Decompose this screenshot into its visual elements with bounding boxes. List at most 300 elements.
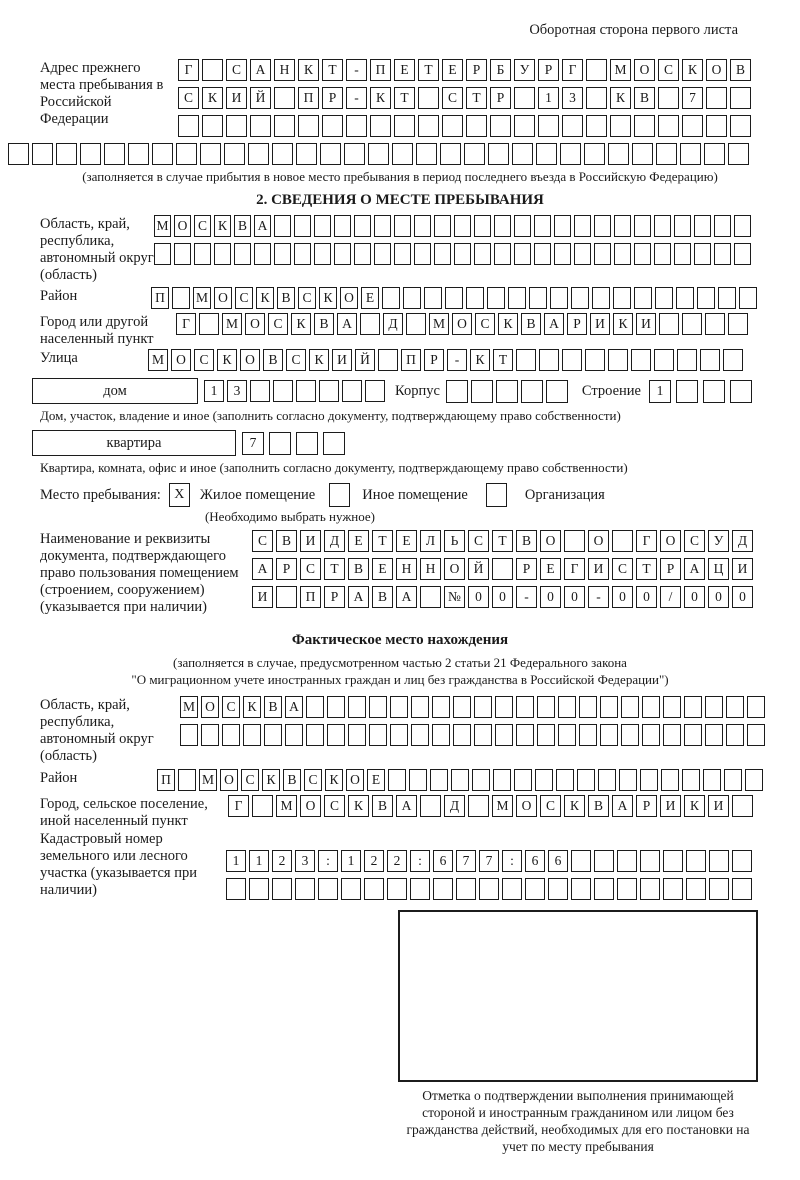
char-cell[interactable]: И — [300, 530, 321, 552]
char-cell[interactable] — [730, 380, 752, 403]
char-cell[interactable]: Т — [372, 530, 393, 552]
char-cell[interactable]: А — [348, 586, 369, 608]
char-cell[interactable]: / — [660, 586, 681, 608]
char-cell[interactable] — [600, 724, 618, 746]
char-cell[interactable]: В — [277, 287, 295, 309]
char-cell[interactable] — [674, 243, 691, 265]
char-cell[interactable] — [614, 243, 631, 265]
char-cell[interactable] — [493, 769, 511, 791]
char-cell[interactable] — [176, 143, 197, 165]
char-cell[interactable] — [314, 215, 331, 237]
char-cell[interactable] — [538, 115, 559, 137]
char-cell[interactable] — [514, 769, 532, 791]
char-cell[interactable] — [434, 243, 451, 265]
char-cell[interactable]: С — [268, 313, 288, 335]
char-cell[interactable] — [584, 143, 605, 165]
char-cell[interactable] — [466, 287, 484, 309]
char-cell[interactable] — [514, 215, 531, 237]
char-cell[interactable] — [344, 143, 365, 165]
char-cell[interactable] — [655, 287, 673, 309]
char-cell[interactable]: О — [201, 696, 219, 718]
char-cell[interactable]: Й — [468, 558, 489, 580]
char-cell[interactable]: № — [444, 586, 465, 608]
char-cell[interactable] — [152, 143, 173, 165]
char-cell[interactable]: П — [401, 349, 421, 371]
char-cell[interactable]: Т — [636, 558, 657, 580]
char-cell[interactable]: С — [300, 558, 321, 580]
char-cell[interactable] — [394, 243, 411, 265]
char-cell[interactable]: К — [217, 349, 237, 371]
char-cell[interactable] — [446, 380, 468, 403]
char-cell[interactable] — [514, 115, 535, 137]
char-cell[interactable]: В — [634, 87, 655, 109]
char-cell[interactable]: : — [410, 850, 430, 872]
char-cell[interactable] — [608, 143, 629, 165]
char-cell[interactable] — [496, 380, 518, 403]
char-cell[interactable] — [474, 243, 491, 265]
char-cell[interactable] — [747, 696, 765, 718]
char-cell[interactable] — [172, 287, 190, 309]
char-cell[interactable] — [434, 215, 451, 237]
char-cell[interactable]: О — [516, 795, 537, 817]
char-cell[interactable] — [534, 243, 551, 265]
char-cell[interactable]: Р — [516, 558, 537, 580]
char-cell[interactable]: 3 — [227, 380, 247, 402]
char-cell[interactable]: И — [660, 795, 681, 817]
char-cell[interactable]: 1 — [538, 87, 559, 109]
char-cell[interactable]: К — [470, 349, 490, 371]
char-cell[interactable]: Г — [176, 313, 196, 335]
char-cell[interactable] — [703, 769, 721, 791]
char-cell[interactable]: О — [588, 530, 609, 552]
char-cell[interactable] — [370, 115, 391, 137]
char-cell[interactable]: Д — [444, 795, 465, 817]
char-cell[interactable]: О — [340, 287, 358, 309]
char-cell[interactable] — [403, 287, 421, 309]
char-cell[interactable] — [56, 143, 77, 165]
char-cell[interactable]: 0 — [684, 586, 705, 608]
char-cell[interactable] — [613, 287, 631, 309]
char-cell[interactable] — [617, 878, 637, 900]
char-cell[interactable]: Ц — [708, 558, 729, 580]
char-cell[interactable] — [128, 143, 149, 165]
char-cell[interactable] — [174, 243, 191, 265]
char-cell[interactable] — [562, 349, 582, 371]
char-cell[interactable]: С — [475, 313, 495, 335]
char-cell[interactable]: А — [544, 313, 564, 335]
char-cell[interactable] — [451, 769, 469, 791]
char-cell[interactable]: М — [180, 696, 198, 718]
char-cell[interactable] — [226, 115, 247, 137]
char-cell[interactable]: С — [304, 769, 322, 791]
char-cell[interactable] — [560, 143, 581, 165]
char-cell[interactable] — [249, 878, 269, 900]
char-cell[interactable]: С — [194, 349, 214, 371]
char-cell[interactable]: И — [732, 558, 753, 580]
char-cell[interactable]: В — [283, 769, 301, 791]
char-cell[interactable]: 2 — [387, 850, 407, 872]
char-cell[interactable]: Т — [493, 349, 513, 371]
char-cell[interactable]: Р — [538, 59, 559, 81]
char-cell[interactable] — [682, 115, 703, 137]
char-cell[interactable] — [414, 215, 431, 237]
char-cell[interactable] — [392, 143, 413, 165]
char-cell[interactable]: М — [199, 769, 217, 791]
char-cell[interactable]: Д — [732, 530, 753, 552]
char-cell[interactable]: Т — [418, 59, 439, 81]
char-cell[interactable] — [610, 115, 631, 137]
char-cell[interactable] — [490, 115, 511, 137]
char-cell[interactable] — [445, 287, 463, 309]
char-cell[interactable] — [663, 696, 681, 718]
char-cell[interactable] — [706, 115, 727, 137]
char-cell[interactable] — [621, 724, 639, 746]
char-cell[interactable] — [571, 850, 591, 872]
char-cell[interactable] — [705, 313, 725, 335]
char-cell[interactable] — [747, 724, 765, 746]
char-cell[interactable] — [632, 143, 653, 165]
char-cell[interactable]: С — [612, 558, 633, 580]
char-cell[interactable]: А — [684, 558, 705, 580]
char-cell[interactable] — [634, 215, 651, 237]
checkbox-other-premises[interactable] — [329, 483, 350, 507]
char-cell[interactable]: 2 — [364, 850, 384, 872]
char-cell[interactable]: О — [540, 530, 561, 552]
char-cell[interactable] — [577, 769, 595, 791]
checkbox-organization[interactable] — [486, 483, 507, 507]
char-cell[interactable] — [684, 696, 702, 718]
char-cell[interactable] — [734, 215, 751, 237]
char-cell[interactable] — [546, 380, 568, 403]
char-cell[interactable] — [642, 696, 660, 718]
char-cell[interactable]: 7 — [682, 87, 703, 109]
char-cell[interactable] — [202, 115, 223, 137]
char-cell[interactable] — [354, 215, 371, 237]
char-cell[interactable]: А — [612, 795, 633, 817]
char-cell[interactable] — [178, 115, 199, 137]
char-cell[interactable] — [700, 349, 720, 371]
char-cell[interactable] — [276, 586, 297, 608]
char-cell[interactable] — [612, 530, 633, 552]
char-cell[interactable] — [320, 143, 341, 165]
char-cell[interactable]: К — [348, 795, 369, 817]
char-cell[interactable] — [285, 724, 303, 746]
char-cell[interactable] — [594, 850, 614, 872]
char-cell[interactable]: А — [252, 558, 273, 580]
char-cell[interactable]: К — [370, 87, 391, 109]
char-cell[interactable] — [454, 215, 471, 237]
char-cell[interactable]: 0 — [564, 586, 585, 608]
char-cell[interactable] — [272, 143, 293, 165]
char-cell[interactable]: 0 — [636, 586, 657, 608]
char-cell[interactable]: И — [252, 586, 273, 608]
char-cell[interactable]: Т — [324, 558, 345, 580]
char-cell[interactable]: О — [240, 349, 260, 371]
char-cell[interactable]: - — [516, 586, 537, 608]
char-cell[interactable]: Р — [660, 558, 681, 580]
char-cell[interactable]: К — [256, 287, 274, 309]
char-cell[interactable] — [686, 878, 706, 900]
char-cell[interactable] — [574, 243, 591, 265]
char-cell[interactable] — [558, 696, 576, 718]
char-cell[interactable] — [411, 696, 429, 718]
char-cell[interactable] — [295, 878, 315, 900]
char-cell[interactable]: И — [590, 313, 610, 335]
apartment-box[interactable]: квартира — [32, 430, 236, 456]
char-cell[interactable] — [243, 724, 261, 746]
char-cell[interactable]: С — [194, 215, 211, 237]
char-cell[interactable] — [374, 243, 391, 265]
char-cell[interactable] — [514, 243, 531, 265]
char-cell[interactable] — [154, 243, 171, 265]
char-cell[interactable]: В — [348, 558, 369, 580]
char-cell[interactable] — [494, 243, 511, 265]
char-cell[interactable] — [704, 143, 725, 165]
char-cell[interactable] — [594, 215, 611, 237]
char-cell[interactable]: У — [708, 530, 729, 552]
char-cell[interactable] — [634, 243, 651, 265]
char-cell[interactable] — [334, 243, 351, 265]
char-cell[interactable] — [525, 878, 545, 900]
char-cell[interactable] — [658, 115, 679, 137]
char-cell[interactable] — [726, 724, 744, 746]
char-cell[interactable]: Р — [322, 87, 343, 109]
char-cell[interactable]: Е — [348, 530, 369, 552]
char-cell[interactable]: М — [276, 795, 297, 817]
char-cell[interactable]: : — [502, 850, 522, 872]
char-cell[interactable]: Р — [490, 87, 511, 109]
char-cell[interactable] — [686, 850, 706, 872]
char-cell[interactable] — [348, 724, 366, 746]
char-cell[interactable]: В — [372, 586, 393, 608]
char-cell[interactable] — [273, 380, 293, 402]
char-cell[interactable] — [274, 243, 291, 265]
char-cell[interactable]: В — [730, 59, 751, 81]
char-cell[interactable] — [200, 143, 221, 165]
char-cell[interactable]: 1 — [249, 850, 269, 872]
char-cell[interactable]: М — [193, 287, 211, 309]
char-cell[interactable] — [732, 878, 752, 900]
char-cell[interactable]: О — [346, 769, 364, 791]
char-cell[interactable]: К — [214, 215, 231, 237]
char-cell[interactable]: В — [234, 215, 251, 237]
char-cell[interactable] — [663, 724, 681, 746]
char-cell[interactable] — [592, 287, 610, 309]
char-cell[interactable]: К — [243, 696, 261, 718]
char-cell[interactable] — [420, 586, 441, 608]
char-cell[interactable] — [374, 215, 391, 237]
char-cell[interactable]: О — [300, 795, 321, 817]
char-cell[interactable] — [550, 287, 568, 309]
char-cell[interactable]: О — [706, 59, 727, 81]
char-cell[interactable]: О — [174, 215, 191, 237]
char-cell[interactable] — [274, 87, 295, 109]
char-cell[interactable]: Й — [250, 87, 271, 109]
char-cell[interactable]: О — [171, 349, 191, 371]
char-cell[interactable]: И — [226, 87, 247, 109]
char-cell[interactable] — [178, 769, 196, 791]
char-cell[interactable] — [682, 769, 700, 791]
char-cell[interactable] — [202, 59, 223, 81]
char-cell[interactable] — [674, 215, 691, 237]
char-cell[interactable]: : — [318, 850, 338, 872]
char-cell[interactable]: Т — [394, 87, 415, 109]
char-cell[interactable]: 0 — [492, 586, 513, 608]
char-cell[interactable] — [705, 696, 723, 718]
char-cell[interactable]: 6 — [548, 850, 568, 872]
char-cell[interactable]: К — [202, 87, 223, 109]
char-cell[interactable] — [586, 59, 607, 81]
char-cell[interactable] — [488, 143, 509, 165]
char-cell[interactable] — [369, 724, 387, 746]
char-cell[interactable] — [466, 115, 487, 137]
char-cell[interactable] — [706, 87, 727, 109]
char-cell[interactable]: П — [298, 87, 319, 109]
char-cell[interactable] — [319, 380, 339, 402]
char-cell[interactable] — [574, 215, 591, 237]
char-cell[interactable]: О — [214, 287, 232, 309]
char-cell[interactable] — [554, 215, 571, 237]
char-cell[interactable] — [420, 795, 441, 817]
char-cell[interactable] — [732, 795, 753, 817]
char-cell[interactable] — [640, 850, 660, 872]
char-cell[interactable] — [432, 724, 450, 746]
confirmation-mark-box[interactable] — [398, 910, 758, 1082]
char-cell[interactable]: Т — [492, 530, 513, 552]
char-cell[interactable] — [342, 380, 362, 402]
char-cell[interactable]: С — [658, 59, 679, 81]
char-cell[interactable] — [585, 349, 605, 371]
char-cell[interactable] — [453, 724, 471, 746]
char-cell[interactable]: 0 — [708, 586, 729, 608]
char-cell[interactable] — [564, 530, 585, 552]
char-cell[interactable]: С — [241, 769, 259, 791]
char-cell[interactable] — [634, 115, 655, 137]
char-cell[interactable] — [364, 878, 384, 900]
char-cell[interactable]: С — [324, 795, 345, 817]
char-cell[interactable]: Е — [367, 769, 385, 791]
char-cell[interactable] — [341, 878, 361, 900]
char-cell[interactable] — [682, 313, 702, 335]
char-cell[interactable] — [529, 287, 547, 309]
char-cell[interactable]: В — [276, 530, 297, 552]
char-cell[interactable]: А — [337, 313, 357, 335]
char-cell[interactable]: Т — [466, 87, 487, 109]
char-cell[interactable]: Б — [490, 59, 511, 81]
char-cell[interactable] — [663, 850, 683, 872]
char-cell[interactable] — [709, 850, 729, 872]
char-cell[interactable]: - — [447, 349, 467, 371]
char-cell[interactable] — [536, 143, 557, 165]
char-cell[interactable] — [388, 769, 406, 791]
char-cell[interactable] — [8, 143, 29, 165]
char-cell[interactable] — [414, 243, 431, 265]
char-cell[interactable] — [318, 878, 338, 900]
char-cell[interactable]: 0 — [612, 586, 633, 608]
char-cell[interactable]: С — [252, 530, 273, 552]
char-cell[interactable] — [642, 724, 660, 746]
char-cell[interactable]: - — [346, 59, 367, 81]
char-cell[interactable] — [296, 143, 317, 165]
char-cell[interactable]: И — [708, 795, 729, 817]
char-cell[interactable] — [296, 380, 316, 402]
char-cell[interactable]: Г — [228, 795, 249, 817]
char-cell[interactable] — [424, 287, 442, 309]
house-box[interactable]: дом — [32, 378, 198, 404]
char-cell[interactable] — [745, 769, 763, 791]
char-cell[interactable] — [502, 878, 522, 900]
char-cell[interactable] — [521, 380, 543, 403]
char-cell[interactable]: К — [319, 287, 337, 309]
char-cell[interactable]: Г — [562, 59, 583, 81]
char-cell[interactable] — [382, 287, 400, 309]
char-cell[interactable]: М — [222, 313, 242, 335]
char-cell[interactable] — [224, 143, 245, 165]
char-cell[interactable] — [464, 143, 485, 165]
char-cell[interactable] — [726, 696, 744, 718]
char-cell[interactable] — [556, 769, 574, 791]
char-cell[interactable]: 1 — [204, 380, 224, 402]
char-cell[interactable]: А — [285, 696, 303, 718]
char-cell[interactable] — [199, 313, 219, 335]
char-cell[interactable]: - — [588, 586, 609, 608]
char-cell[interactable] — [250, 115, 271, 137]
char-cell[interactable] — [634, 287, 652, 309]
char-cell[interactable]: 0 — [468, 586, 489, 608]
char-cell[interactable] — [640, 878, 660, 900]
char-cell[interactable]: К — [298, 59, 319, 81]
char-cell[interactable]: Р — [424, 349, 444, 371]
char-cell[interactable] — [314, 243, 331, 265]
char-cell[interactable] — [472, 769, 490, 791]
char-cell[interactable] — [272, 878, 292, 900]
char-cell[interactable]: С — [286, 349, 306, 371]
char-cell[interactable] — [474, 724, 492, 746]
char-cell[interactable]: Й — [355, 349, 375, 371]
char-cell[interactable] — [201, 724, 219, 746]
char-cell[interactable] — [739, 287, 757, 309]
char-cell[interactable]: 1 — [649, 380, 671, 403]
char-cell[interactable]: 6 — [433, 850, 453, 872]
char-cell[interactable] — [80, 143, 101, 165]
char-cell[interactable] — [586, 115, 607, 137]
char-cell[interactable]: С — [442, 87, 463, 109]
char-cell[interactable]: А — [250, 59, 271, 81]
char-cell[interactable] — [306, 696, 324, 718]
char-cell[interactable] — [703, 380, 725, 403]
char-cell[interactable] — [248, 143, 269, 165]
char-cell[interactable]: М — [429, 313, 449, 335]
char-cell[interactable]: О — [245, 313, 265, 335]
char-cell[interactable] — [586, 87, 607, 109]
char-cell[interactable]: И — [636, 313, 656, 335]
char-cell[interactable] — [571, 287, 589, 309]
char-cell[interactable]: К — [682, 59, 703, 81]
char-cell[interactable]: Г — [178, 59, 199, 81]
char-cell[interactable] — [512, 143, 533, 165]
char-cell[interactable]: Р — [466, 59, 487, 81]
char-cell[interactable]: - — [346, 87, 367, 109]
char-cell[interactable]: Н — [274, 59, 295, 81]
char-cell[interactable]: У — [514, 59, 535, 81]
char-cell[interactable]: И — [588, 558, 609, 580]
char-cell[interactable] — [663, 878, 683, 900]
char-cell[interactable] — [334, 215, 351, 237]
char-cell[interactable] — [348, 696, 366, 718]
char-cell[interactable]: Е — [442, 59, 463, 81]
char-cell[interactable]: С — [178, 87, 199, 109]
char-cell[interactable]: О — [660, 530, 681, 552]
